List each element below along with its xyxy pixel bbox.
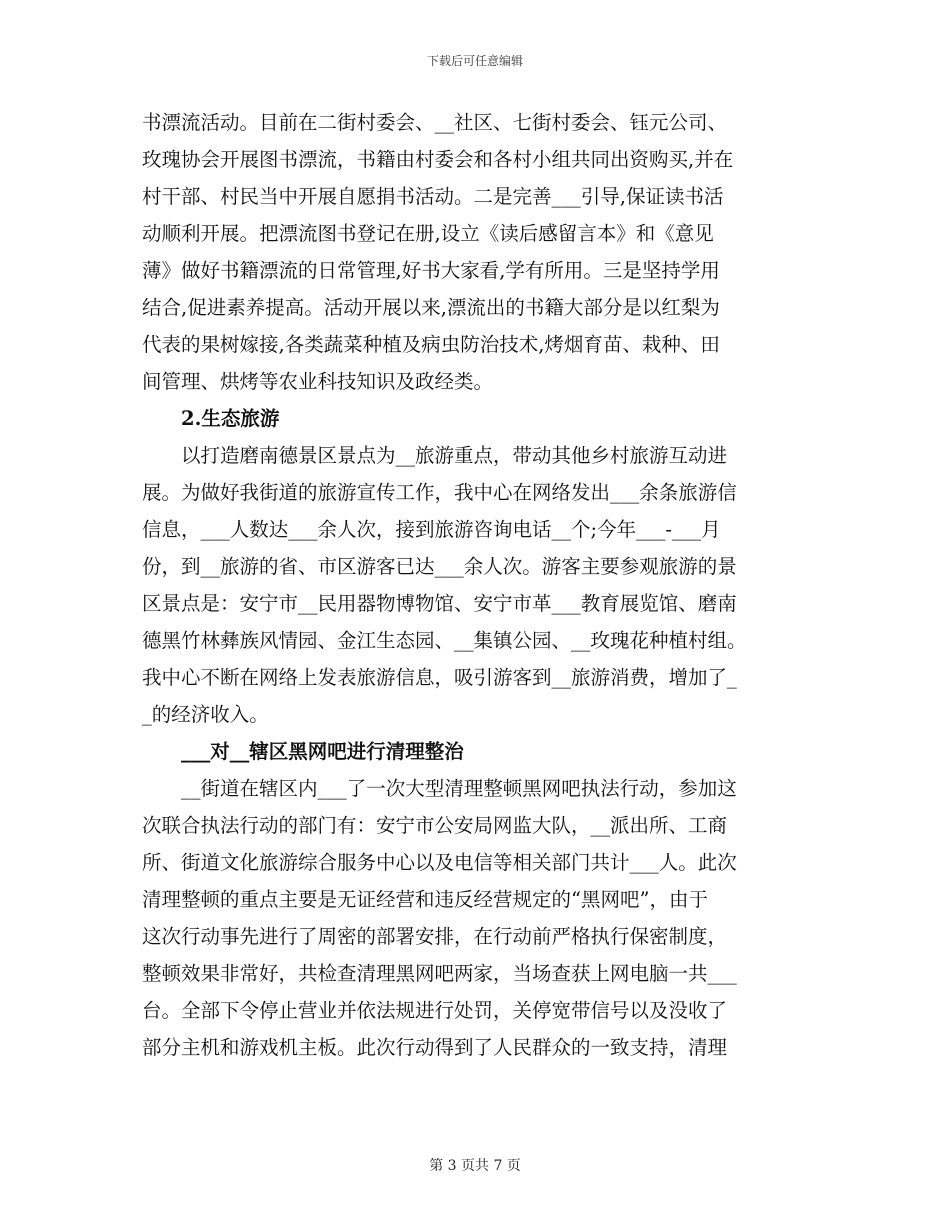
text-line: 玫瑰协会开展图书漂流，书籍由村委会和各村小组共同出资购买,并在 xyxy=(142,148,734,171)
page-header: 下载后可任意编辑 xyxy=(426,54,523,68)
paragraph-book-drift xyxy=(142,104,804,400)
text-line: 村干部、村民当中开展自愿捐书活动。二是完善___引导,保证读书活 xyxy=(142,185,724,208)
document-body xyxy=(142,104,804,1066)
text-line: 书漂流活动。目前在二街村委会、__社区、七街村委会、钰元公司、 xyxy=(142,111,728,134)
text-line: 份，到__旅游的省、市区游客已达___余人次。游客主要参观旅游的景 xyxy=(142,555,737,578)
text-line: __街道在辖区内___了一次大型清理整顿黑网吧执法行动，参加这 xyxy=(181,777,737,800)
text-line: _的经济收入。 xyxy=(142,703,269,726)
text-line: 我中心不断在网络上发表旅游信息，吸引游客到__旅游消费，增加了_ xyxy=(142,666,737,689)
text-line: 区景点是：安宁市__民用器物博物馆、安宁市革___教育展览馆、磨南 xyxy=(142,592,737,615)
text-line: 清理整顿的重点主要是无证经营和违反经营规定的“黑网吧”，由于 xyxy=(142,888,708,911)
text-line: 结合,促进素养提高。活动开展以来,漂流出的书籍大部分是以红梨为 xyxy=(142,296,720,319)
text-line: 薄》做好书籍漂流的日常管理,好书大家看,学有所用。三是坚持学用 xyxy=(142,259,720,282)
section-heading-internet-cafe: ___对__辖区黑网吧进行清理整治 xyxy=(181,740,464,763)
text-line: 次联合执法行动的部门有：安宁市公安局网监大队，__派出所、工商 xyxy=(142,814,728,837)
text-line: 这次行动事先进行了周密的部署安排，在行动前严格执行保密制度， xyxy=(142,925,728,948)
text-line: 德黑竹林彝族风情园、金江生态园、__集镇公园、__玫瑰花种植村组。 xyxy=(142,629,747,652)
text-line: 动顺利开展。把漂流图书登记在册,设立《读后感留言本》和《意见 xyxy=(142,222,714,245)
text-line: 台。全部下令停止营业并依法规进行处罚，关停宽带信号以及没收了 xyxy=(142,999,728,1022)
text-line: 以打造磨南德景区景点为__旅游重点，带动其他乡村旅游互动进 xyxy=(181,444,728,467)
section-heading-eco-tourism: 2.生态旅游 xyxy=(181,407,280,430)
page-footer: 第 3 页共 7 页 xyxy=(429,1158,521,1174)
text-line: 部分主机和游戏机主板。此次行动得到了人民群众的一致支持，清理 xyxy=(142,1036,728,1059)
text-line: 整顿效果非常好，共检查清理黑网吧两家，当场查获上网电脑一共___ xyxy=(142,962,737,985)
text-line: 间管理、烘烤等农业科技知识及政经类。 xyxy=(142,370,494,393)
text-line: 代表的果树嫁接,各类蔬菜种植及病虫防治技术,烤烟育苗、栽种、田 xyxy=(142,333,720,356)
text-line: 信息，___人数达___余人次，接到旅游咨询电话__个;今年___-___月 xyxy=(142,518,721,541)
text-line: 所、街道文化旅游综合服务中心以及电信等相关部门共计___人。此次 xyxy=(142,851,737,874)
paragraph-internet-cafe xyxy=(142,770,804,1066)
text-line: 展。为做好我街道的旅游宣传工作，我中心在网络发出___余条旅游信 xyxy=(142,481,737,504)
paragraph-eco-tourism xyxy=(142,437,804,733)
